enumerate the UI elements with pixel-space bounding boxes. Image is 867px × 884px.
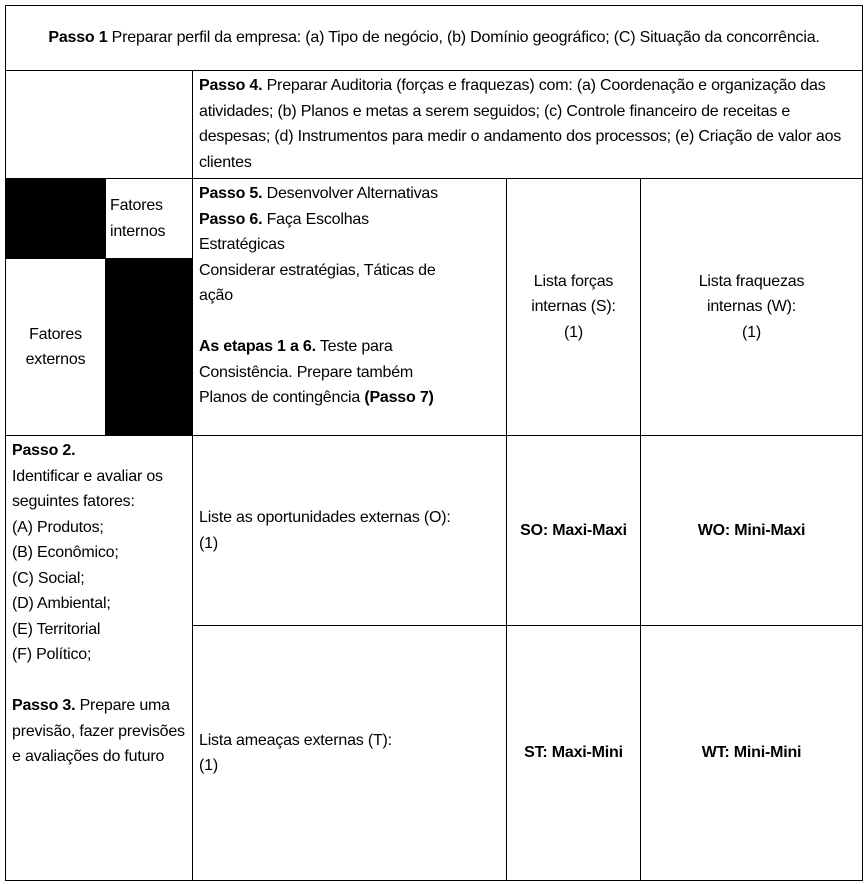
step5-label: Passo 5. — [199, 185, 263, 202]
internal-factors-cell — [105, 178, 193, 259]
wo-cell — [640, 435, 863, 626]
st-strategy: ST: Maxi-Mini — [524, 744, 623, 762]
step2-label: Passo 2. — [12, 442, 76, 459]
step1-label: Passo 1 — [48, 29, 108, 47]
weaknesses-label: Lista fraquezas internas (W): — [698, 272, 805, 316]
strengths-item: (1) — [564, 323, 583, 341]
factor-item: (C) Social; — [12, 569, 85, 587]
empty-cell — [5, 70, 193, 179]
wt-strategy: WT: Mini-Mini — [701, 744, 802, 762]
step6-label: Passo 6. — [199, 210, 263, 228]
strengths-cell — [506, 178, 641, 436]
consider-text: Considerar estratégias, Táticas de ação — [199, 261, 436, 304]
step2-text: Identificar e avaliar os seguintes fatores: — [12, 467, 163, 510]
wt-cell — [640, 625, 863, 881]
step4-cell — [192, 70, 863, 179]
so-strategy: SO: Maxi-Maxi — [520, 521, 627, 539]
test-label: As etapas 1 a 6. — [199, 338, 316, 355]
step5-text: Desenvolver Alternativas — [262, 185, 438, 202]
step3-label: Passo 3. — [12, 697, 76, 714]
step7-label: (Passo 7) — [364, 389, 434, 406]
wo-strategy: WO: Mini-Maxi — [697, 521, 806, 539]
factor-item: (E) Territorial — [12, 620, 101, 638]
threats-cell — [192, 625, 507, 881]
black-block — [5, 178, 106, 259]
step4-text: Preparar Auditoria (forças e fraquezas) com: (a) Coordenação e organização das atividades; (b) Planos e metas a serem seguidos; (c) Controle financeiro de receitas e despesas; (d) Instrumentos para medir o andamento dos processos; (e) Criação de valor aos clientes — [199, 77, 842, 171]
threats-label: Lista ameaças externas (T): — [199, 731, 392, 749]
opportunities-label: Liste as oportunidades externas (O): — [199, 509, 451, 526]
step3-text: Prepare uma previsão, fazer previsões e avaliações do futuro — [12, 697, 185, 765]
factor-item: (A) Produtos; — [12, 518, 104, 536]
factor-item: (B) Econômico; — [12, 544, 119, 561]
step1-text: Preparar perfil da empresa: (a) Tipo de negócio, (b) Domínio geográfico; (C) Situação da concorrência. — [107, 29, 820, 47]
steps-2-3-cell — [5, 435, 193, 881]
strengths-label: Lista forças internas (S): — [531, 272, 616, 316]
test-text: Teste para Consistência. Prepare também Planos de contingência — [199, 338, 414, 406]
threats-item: (1) — [199, 757, 218, 774]
step4-label: Passo 4. — [199, 77, 263, 94]
opportunities-cell — [192, 435, 507, 626]
black-block — [105, 258, 193, 436]
opportunities-item: (1) — [199, 534, 218, 552]
external-factors-cell — [5, 258, 106, 436]
factor-item: (F) Político; — [12, 646, 92, 663]
st-cell — [506, 625, 641, 881]
weaknesses-item: (1) — [742, 323, 761, 341]
weaknesses-cell — [640, 178, 863, 436]
step1-cell — [5, 5, 863, 71]
external-factors-label: Fatores externos — [25, 325, 86, 368]
step6-text: Faça Escolhas Estratégicas — [199, 210, 369, 253]
steps-5-6-cell — [192, 178, 507, 436]
so-cell — [506, 435, 641, 626]
factor-item: (D) Ambiental; — [12, 595, 111, 612]
internal-factors-label: Fatores internos — [110, 197, 166, 240]
